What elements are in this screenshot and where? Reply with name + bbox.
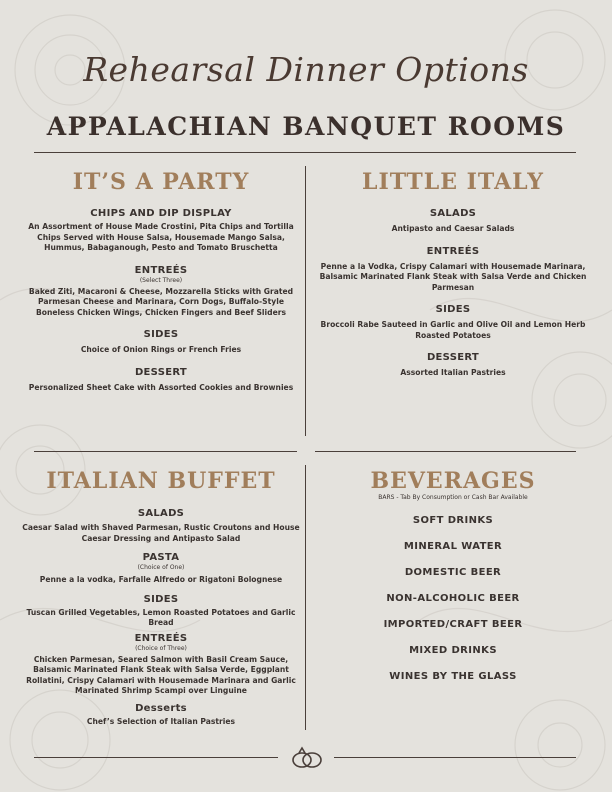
beverage-item: MINERAL WATER — [403, 541, 503, 552]
beverage-item: WINES BY THE GLASS — [389, 671, 517, 682]
menu-description: Penne a la Vodka, Crispy Calamari with Housemade Marinara, Balsamic Marinated Flank Steak with Salsa Verde and Chicken Parmesan — [319, 261, 587, 292]
menu-description: Chicken Parmesan, Seared Salmon with Basil Cream Sauce, Balsamic Marinated Flank Steak with Salsa Verde, Eggplant Rollatini, Crispy Calamari with Housemade Marinara and Garlic Marinated Shrimp Scampi over Linguine — [26, 654, 296, 695]
menu-note: (Select Three) — [139, 276, 183, 284]
menu-description: Broccoli Rabe Sauteed in Garlic and Olive Oil and Lemon Herb Roasted Potatoes — [320, 320, 586, 340]
top-vertical-divider — [305, 166, 306, 436]
menu-heading: CHIPS AND DIP DISPLAY — [90, 208, 232, 219]
menu-heading: DESSERT — [426, 352, 480, 363]
its-a-party-section — [20, 170, 302, 393]
right-middle-divider — [315, 451, 576, 452]
section-title: ITALIAN BUFFET — [46, 468, 276, 494]
left-middle-divider — [34, 451, 297, 452]
menu-heading: SIDES — [143, 593, 179, 605]
menu-note: (Choice of Three) — [135, 644, 187, 652]
menu-heading: PASTA — [142, 552, 180, 563]
bottom-vertical-divider — [305, 465, 306, 730]
menu-note: (Choice of One) — [137, 564, 185, 571]
menu-description: Penne a la vodka, Farfalle Alfredo or Rigatoni Bolognese — [39, 575, 283, 584]
menu-heading: Desserts — [135, 702, 187, 714]
menu-description: Tuscan Grilled Vegetables, Lemon Roasted Potatoes and Garlic Bread — [26, 607, 296, 627]
menu-description: Choice of Onion Rings or French Fries — [80, 345, 242, 354]
section-title: IT’S A PARTY — [72, 169, 250, 195]
menu-heading: ENTREÉS — [134, 632, 188, 644]
menu-description: Caesar Salad with Shaved Parmesan, Rustic Croutons and House Caesar Dressing and Antipasto Salad — [22, 523, 300, 543]
section-title: BEVERAGES — [370, 468, 536, 494]
bar-note: BARS - Tab By Consumption or Cash Bar Available — [378, 494, 528, 501]
menu-description: Personalized Sheet Cake with Assorted Cookies and Brownies — [28, 382, 294, 392]
menu-description: Baked Ziti, Macaroni & Cheese, Mozzarella Sticks with Grated Parmesan Cheese and Marinara, Corn Dogs, Buffalo-Style Boneless Chicken Wings, Chicken Fingers and Beef Sliders — [28, 286, 294, 317]
menu-heading: ENTREÉS — [134, 264, 188, 276]
beverage-item: MIXED DRINKS — [409, 645, 497, 656]
menu-heading: SIDES — [143, 329, 179, 340]
beverage-item: SOFT DRINKS — [412, 515, 494, 526]
menu-description: An Assortment of House Made Crostini, Pita Chips and Tortilla Chips Served with House Salsa, Housemade Mango Salsa, Hummus, Babaganough, Pesto and Tomato Bruschetta — [28, 222, 294, 252]
menu-heading: ENTREÉS — [426, 245, 480, 257]
page-script-title: Rehearsal Dinner Options — [83, 50, 529, 89]
menu-heading: DESSERT — [134, 366, 188, 378]
wedding-rings-icon — [289, 743, 325, 773]
menu-description: Antipasto and Caesar Salads — [391, 224, 515, 233]
footer-right-rule — [334, 757, 576, 758]
section-title: LITTLE ITALY — [362, 169, 544, 195]
footer-left-rule — [34, 757, 278, 758]
beverages-section — [312, 469, 594, 697]
beverage-item: DOMESTIC BEER — [404, 567, 502, 578]
beverage-item: NON-ALCOHOLIC BEER — [386, 593, 520, 604]
header-divider — [34, 152, 576, 153]
menu-description: Chef’s Selection of Italian Pastries — [86, 716, 236, 726]
menu-heading: SALADS — [429, 208, 477, 219]
little-italy-section — [312, 170, 594, 379]
italian-buffet-section — [20, 469, 302, 727]
menu-description: Assorted Italian Pastries — [400, 368, 506, 377]
beverage-item: IMPORTED/CRAFT BEER — [383, 619, 523, 630]
menu-heading: SIDES — [435, 304, 471, 315]
menu-heading: SALADS — [137, 508, 185, 519]
venue-title: APPALACHIAN BANQUET ROOMS — [46, 112, 566, 141]
